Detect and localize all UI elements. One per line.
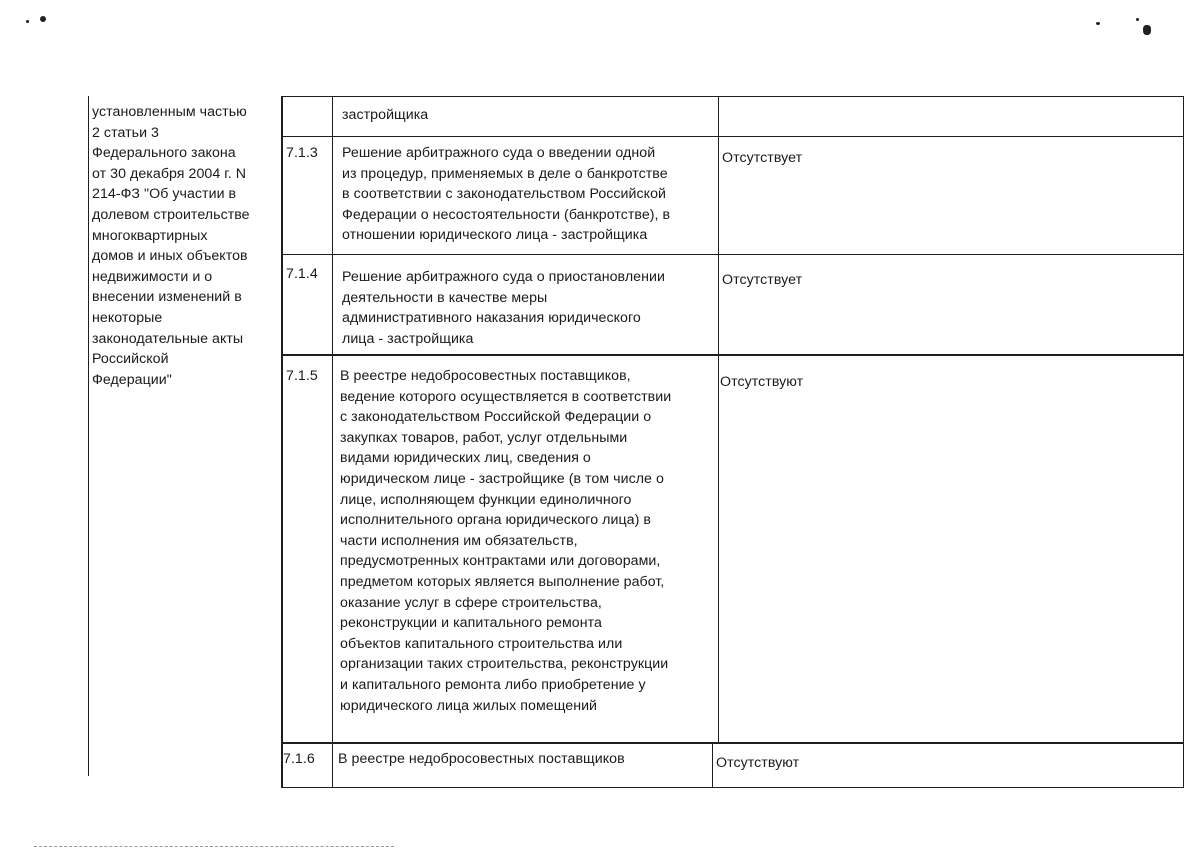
row-number: 7.1.4 [286,266,318,282]
row-description: В реестре недобросовестных поставщиков [338,751,625,767]
row-description: В реестре недобросовестных поставщиков, ведение которого осуществляется в соответствии с законодательством Российской Федерации о закупках товаров, работ, услуг отдельными видами юридических лиц, сведения о юридическом лице - застройщике (в том числе о лице, исполняющем функции единоличного исполнительного органа юридического лица) в части исполнения им обязательств, предусмотренных контрактами или договорами, предметом которых является выполнение работ, оказание услуг в сфере строительства, реконструкции и капитального ремонта объектов капитального строительства или организации таких строительства, реконструкции и капитального ремонта либо приобретение у юридического лица жилых помещений [340,368,672,714]
table-column-divider [281,96,283,788]
table-row-divider [281,787,1184,788]
row-number: 7.1.3 [286,145,318,161]
scan-speck [26,20,29,23]
table-row-divider [281,136,1184,137]
row-value: Отсутствует [722,150,803,166]
document-table [88,96,1184,788]
table-row-divider [281,354,1184,356]
scan-speck [1143,25,1151,35]
table-column-divider [712,744,713,788]
legal-basis-text: установленным частью 2 статьи 3 Федерального закона от 30 декабря 2004 г. N 214-ФЗ "Об участии в долевом строительстве многоквартирных домов и иных объектов недвижимости и о внесении изменений в некоторые законодательные акты Российской Федерации" [92,104,250,388]
row-number: 7.1.6 [283,751,315,767]
row-description: застройщика [342,107,429,123]
row-value: Отсутствуют [720,374,804,390]
scan-edge-line [34,846,394,848]
scan-speck [40,16,46,22]
row-value: Отсутствуют [716,755,800,771]
table-row-divider [281,254,1184,255]
scan-speck [1096,22,1100,25]
table-column-divider [332,96,333,788]
table-row-divider [281,742,1184,744]
table-border-left [88,96,89,776]
scan-speck [1136,18,1139,21]
row-value: Отсутствует [722,272,803,288]
table-border-right [1183,96,1184,788]
table-column-divider [718,96,719,744]
table-row-divider [281,96,1184,97]
row-description: Решение арбитражного суда о приостановлении деятельности в качестве меры административного наказания юридического лица - застройщика [342,269,665,347]
row-number: 7.1.5 [286,368,318,384]
row-description: Решение арбитражного суда о введении одной из процедур, применяемых в деле о банкротстве в соответствии с законодательством Российской Федерации о несостоятельности (банкротстве), в отношении юридического лица - застройщика [342,145,671,244]
